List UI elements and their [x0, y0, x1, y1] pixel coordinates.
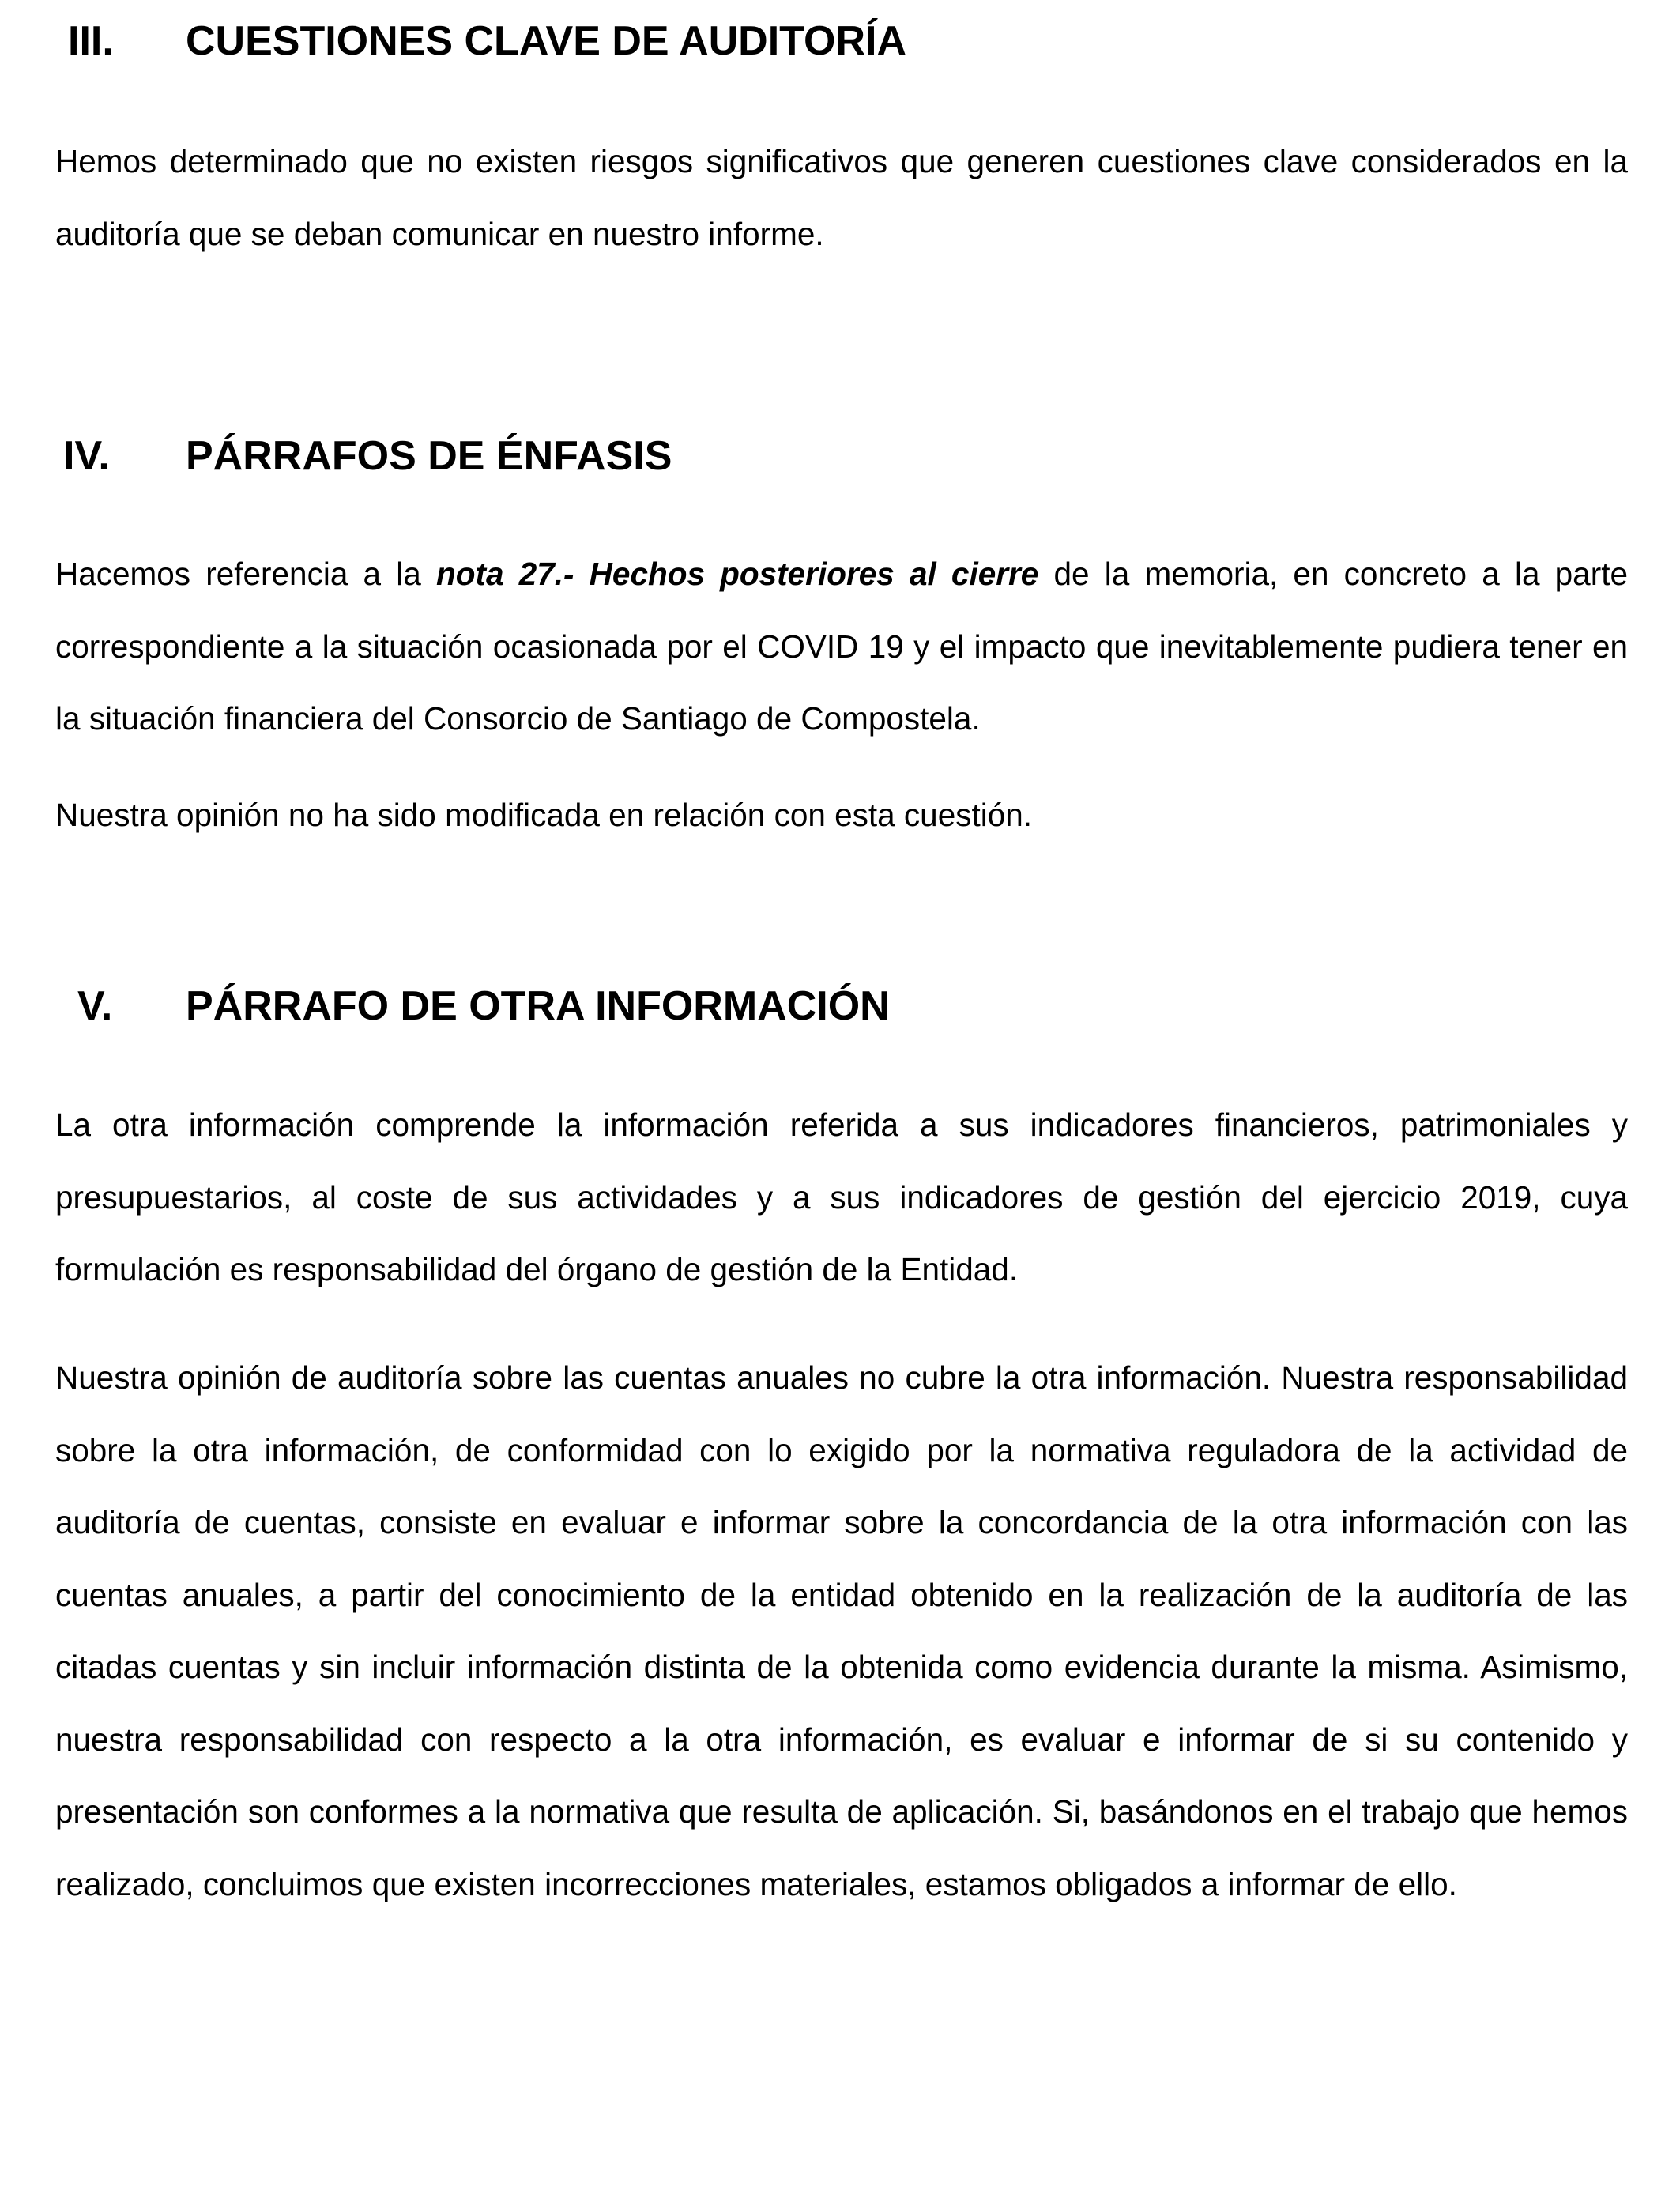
paragraph-text-lead: Hacemos referencia a la — [55, 556, 436, 592]
note-27-reference: nota 27.- Hechos posteriores al cierre — [436, 556, 1039, 592]
section-iv-heading — [55, 428, 1636, 484]
section-iii-title: CUESTIONES CLAVE DE AUDITORÍA — [186, 18, 907, 64]
section-v-paragraph-1: La otra información comprende la información referida a sus indicadores financieros, patrimoniales y presupuestarios, al coste de sus actividades y a sus indicadores de gestión del ejercicio 2019, cuya formulación es responsabilidad del órgano de gestión de la Entidad. — [55, 1106, 1628, 1287]
section-v-paragraph-2: Nuestra opinión de auditoría sobre las cuentas anuales no cubre la otra información. Nuestra responsabilidad sobre la otra información, de conformidad con lo exigido por la normativa reguladora de la actividad de auditoría de cuentas, consiste en evaluar e informar sobre la concordancia de la otra información con las cuentas anuales, a partir del conocimiento de la entidad obtenido en la realización de la auditoría de las citadas cuentas y sin incluir información distinta de la obtenida como evidencia durante la misma. Asimismo, nuestra responsabilidad con respecto a la otra información, es evaluar e informar de si su contenido y presentación son conformes a la normativa que resulta de aplicación. Si, basándonos en el trabajo que hemos realizado, concluimos que existen incorrecciones materiales, estamos obligados a informar de ello. — [55, 1359, 1628, 1902]
section-iii-number: III. — [68, 18, 114, 64]
section-v-number: V. — [77, 983, 113, 1029]
section-iii-heading — [55, 13, 1636, 69]
section-v-title: PÁRRAFO DE OTRA INFORMACIÓN — [186, 983, 890, 1029]
section-v-heading — [55, 978, 1636, 1034]
paragraph-text-rest: de la memoria, en concreto a la parte correspondiente a la situación ocasionada por el COVID 19 y el impacto que inevitablemente pudiera tener en la situación financiera del Consorcio de Santiago de Compostela. — [55, 556, 1628, 737]
section-iv-paragraph-1 — [55, 538, 1628, 756]
section-iii-paragraph: Hemos determinado que no existen riesgos significativos que generen cuestiones clave considerados en la auditoría que se deban comunicar en nuestro informe. — [55, 143, 1628, 252]
section-iv-paragraph-2: Nuestra opinión no ha sido modificada en relación con esta cuestión. — [55, 797, 1033, 833]
section-iv-title: PÁRRAFOS DE ÉNFASIS — [186, 433, 672, 479]
section-iv-number: IV. — [63, 433, 110, 479]
